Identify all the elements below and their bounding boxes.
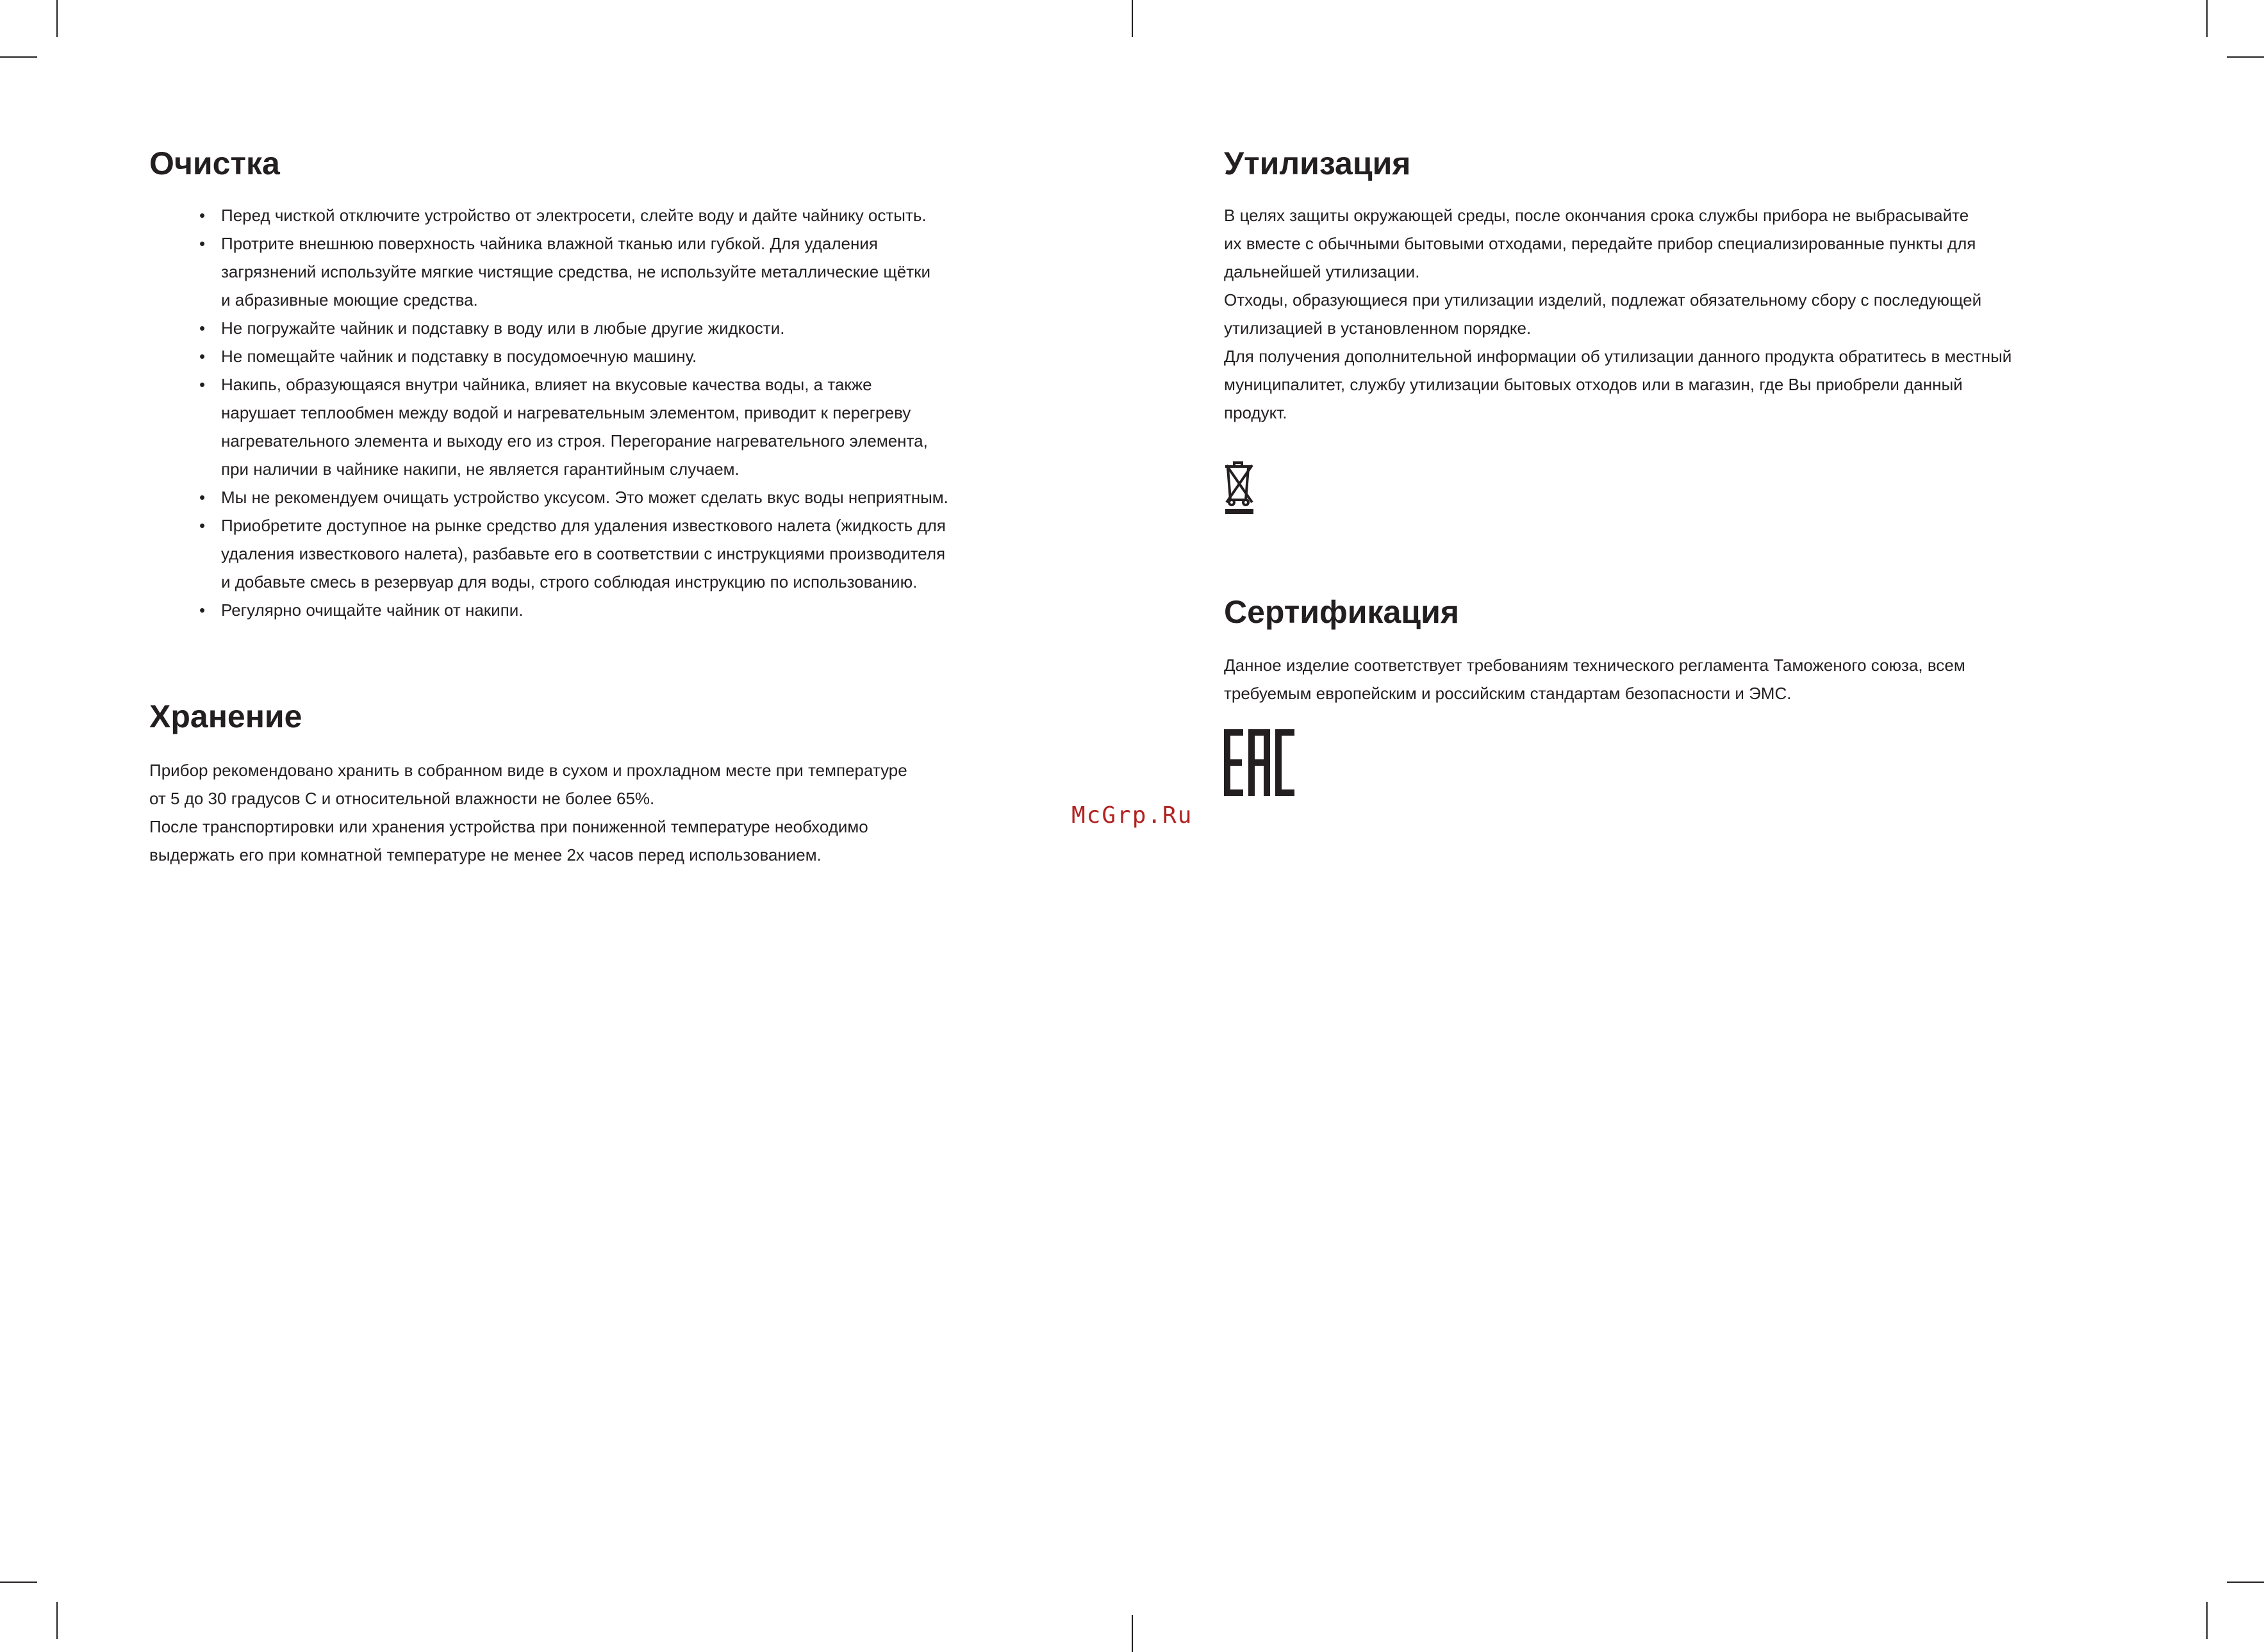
list-item: • Не помещайте чайник и подставку в посудомоечную машину. (149, 342, 948, 370)
cleaning-heading: Очистка (149, 145, 280, 181)
crop-mark (0, 1582, 37, 1583)
crop-mark (1132, 1615, 1133, 1652)
crop-mark (2227, 1582, 2264, 1583)
disposal-text: В целях защиты окружающей среды, после окончания срока службы прибора не выбрасывайте их вместе с обычными бытовыми отходами, передайте прибор специализированные пункты для дальнейшей утилизации. Отходы, образующиеся при утилизации изделий, подлежат обязательному сбору с последующей утилизацией в установленном порядке. Для получения дополнительной информации об утилизации данного продукта обратитесь в местный муниципалитет, службу утилизации бытовых отходов или в магазин, где Вы приобрели данный продукт. (1224, 206, 2012, 422)
list-item: • Накипь, образующаяся внутри чайника, влияет на вкусовые качества воды, а также нарушает теплообмен между водой и нагревательным элементом, приводит к перегреву нагревательного элемента и выходу его из строя. Перегорание нагревательного элемента, при наличии в чайнике накипи, не является гарантийным случаем. (149, 370, 948, 483)
list-item: • Перед чисткой отключите устройство от электросети, слейте воду и дайте чайнику остыть. (149, 201, 948, 229)
weee-crossed-bin-icon (1224, 459, 1255, 516)
cleaning-list (149, 201, 948, 624)
crop-mark (56, 1602, 58, 1639)
crop-mark (56, 0, 58, 37)
crop-mark (0, 56, 37, 58)
crop-mark (1132, 0, 1133, 37)
storage-text: Прибор рекомендовано хранить в собранном виде в сухом и прохладном месте при температуре от 5 до 30 градусов С и относительной влажности не более 65%. После транспортировки или хранения устройства при пониженной температуре необходимо выдержать его при комнатной температуре не менее 2х часов перед использованием. (149, 761, 907, 864)
list-item: • Протрите внешнюю поверхность чайника влажной тканью или губкой. Для удаления загрязнений используйте мягкие чистящие средства, не используйте металлические щётки и абразивные моющие средства. (149, 229, 948, 314)
certification-text: Данное изделие соответствует требованиям технического регламента Таможеного союза, всем требуемым европейским и российским стандартам безопасности и ЭМС. (1224, 656, 1965, 703)
list-item: • Регулярно очищайте чайник от накипи. (149, 596, 948, 624)
crop-mark (2206, 1602, 2208, 1639)
crop-mark (2206, 0, 2208, 37)
watermark: McGrp.Ru (1071, 802, 1193, 829)
eac-mark-icon (1224, 729, 1294, 796)
list-item: • Мы не рекомендуем очищать устройство уксусом. Это может сделать вкус воды неприятным. (149, 483, 948, 511)
crop-mark (2227, 56, 2264, 58)
certification-heading: Сертификация (1224, 594, 1459, 630)
list-item: • Не погружайте чайник и подставку в воду или в любые другие жидкости. (149, 314, 948, 342)
storage-heading: Хранение (149, 698, 302, 734)
list-item: • Приобретите доступное на рынке средство для удаления известкового налета (жидкость для удаления известкового налета), разбавьте его в соответствии с инструкциями производителя и добавьте смесь в резервуар для воды, строго соблюдая инструкцию по использованию. (149, 511, 948, 596)
disposal-heading: Утилизация (1224, 145, 1411, 181)
